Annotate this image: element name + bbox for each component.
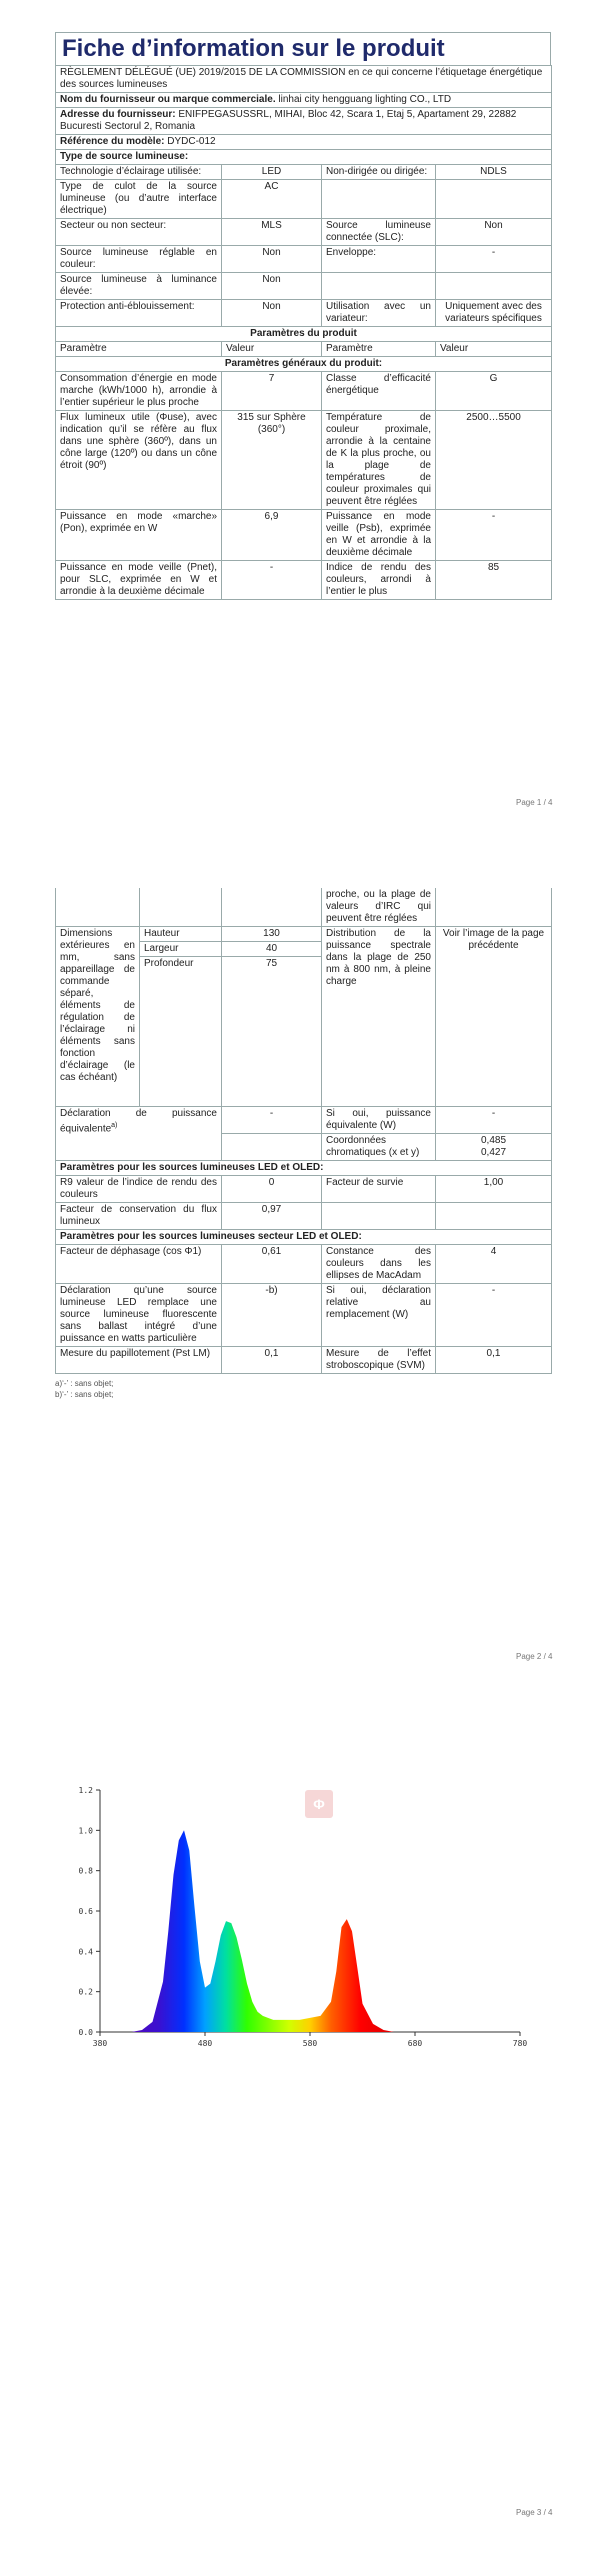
- dim-name: Largeur: [140, 942, 222, 957]
- value-cell: Non: [436, 219, 552, 246]
- page-number-2: Page 2 / 4: [516, 1652, 553, 1661]
- regulation-row: [56, 66, 552, 93]
- column-header-param: Paramètre: [56, 342, 222, 357]
- param-cell: R9 valeur de l’indice de rendu des couleurs: [56, 1176, 222, 1203]
- table-row: [56, 165, 552, 180]
- param-cell: Température de couleur proximale, arrondie à la centaine de K la plus proche, ou la plage de températures de couleur proximales qui peuvent être réglées: [322, 411, 436, 510]
- param-cell: Facteur de conservation du flux lumineux: [56, 1203, 222, 1230]
- supplier-address-label: Adresse du fournisseur:: [60, 109, 176, 120]
- source-type-header: Type de source lumineuse:: [56, 150, 552, 165]
- source-type-header-row: [56, 150, 552, 165]
- footnote-b: b)‘-’ : sans objet;: [55, 1390, 114, 1399]
- value-cell: -: [436, 510, 552, 561]
- value-cell: 2500…5500: [436, 411, 552, 510]
- param-cell: Type de culot de la source lumineuse (ou d’autre interface électrique): [56, 180, 222, 219]
- value-cell: MLS: [222, 219, 322, 246]
- value-cell: 0,61: [222, 1245, 322, 1284]
- value-cell: Uniquement avec des variateurs spécifiques: [436, 300, 552, 327]
- param-cell: Déclaration qu’une source lumineuse LED remplace une source lumineuse fluorescente sans ballast intégré d’une puissance en watts particulière: [56, 1284, 222, 1347]
- chromaticity-y: 0,427: [480, 1147, 507, 1158]
- value-cell: Non: [222, 300, 322, 327]
- x-tick-label: 480: [197, 2039, 213, 2048]
- value-cell: AC: [222, 180, 322, 219]
- spectrum-chart: [40, 1770, 560, 2060]
- product-table-page-2: [55, 888, 552, 1374]
- y-tick-label: 0.2: [78, 1987, 93, 1997]
- param-cell: Secteur ou non secteur:: [56, 219, 222, 246]
- value-cell: 0,1: [436, 1347, 552, 1374]
- supplier-name-row: [56, 93, 552, 108]
- spectral-label: Distribution de la puissance spectrale dans la plage de 250 nm à 800 nm, à pleine charge: [322, 927, 436, 1107]
- param-cell: Flux lumineux utile (Φuse), avec indication qu’il se réfère au flux dans une sphère (360º), dans un cône large (120º) ou dans un cône étroit (90º): [56, 411, 222, 510]
- table-row: [56, 246, 552, 273]
- dim-value: 40: [222, 942, 322, 957]
- dimensions-row: [56, 927, 552, 942]
- value-cell: G: [436, 372, 552, 411]
- column-header-value: Valeur: [436, 342, 552, 357]
- value-cell: [436, 180, 552, 219]
- param-cell: [322, 1203, 436, 1230]
- value-cell: 4: [436, 1245, 552, 1284]
- model-value: DYDC-012: [167, 136, 216, 147]
- general-params-header-row: [56, 357, 552, 372]
- param-cell: Constance des couleurs dans les ellipses de MacAdam: [322, 1245, 436, 1284]
- dim-value: 75: [222, 957, 322, 1107]
- value-cell: NDLS: [436, 165, 552, 180]
- table-row: [56, 1176, 552, 1203]
- param-cell: Si oui, déclaration relative au remplacement (W): [322, 1284, 436, 1347]
- dimensions-label: Dimensions extérieures en mm, sans appareillage de commande séparé, éléments de régulation de l’éclairage ni éléments sans fonction d’éclairage (le cas échéant): [56, 927, 140, 1107]
- dim-name: Profondeur: [140, 957, 222, 1107]
- table-row: [56, 561, 552, 600]
- param-cell: [322, 273, 436, 300]
- param-cell: Protection anti-éblouissement:: [56, 300, 222, 327]
- value-cell: 315 sur Sphère (360°): [222, 411, 322, 510]
- value-cell: LED: [222, 165, 322, 180]
- param-cell: Puissance en mode veille (Psb), exprimée en W et arrondie à la deuxième décimale: [322, 510, 436, 561]
- value-cell: 0: [222, 1176, 322, 1203]
- supplier-name-value: linhai city hengguang lighting CO., LTD: [278, 94, 452, 105]
- param-cell: Classe d’efficacité énergétique: [322, 372, 436, 411]
- value-cell: 1,00: [436, 1176, 552, 1203]
- page-2: [55, 888, 551, 1400]
- y-tick-label: 0.6: [78, 1907, 93, 1916]
- equivalent-power-value: -: [222, 1107, 322, 1134]
- equivalent-watt-label: Si oui, puissance équivalente (W): [322, 1107, 436, 1134]
- equivalent-power-label: Déclaration de puissance équivalente: [60, 1108, 217, 1135]
- param-cell: Source lumineuse à luminance élevée:: [56, 273, 222, 300]
- value-cell: [436, 273, 552, 300]
- column-header-row: [56, 342, 552, 357]
- y-tick-label: 0.8: [78, 1866, 93, 1876]
- equivalent-watt-value: -: [436, 1107, 552, 1134]
- table-row: [56, 510, 552, 561]
- param-cell: Enveloppe:: [322, 246, 436, 273]
- mains-header: Paramètres pour les sources lumineuses secteur LED et OLED:: [56, 1230, 552, 1245]
- table-row: [56, 888, 552, 927]
- x-tick-label: 580: [302, 2039, 318, 2048]
- mains-header-row: [56, 1230, 552, 1245]
- table-row: [56, 180, 552, 219]
- dim-value: 130: [222, 927, 322, 942]
- y-tick-label: 0.0: [78, 2028, 93, 2037]
- led-oled-header: Paramètres pour les sources lumineuses LED et OLED:: [56, 1161, 552, 1176]
- watermark-logo: Φ: [305, 1790, 333, 1818]
- footnote-ref-a: a): [111, 1122, 118, 1129]
- param-cell: Indice de rendu des couleurs, arrondi à l’entier le plus: [322, 561, 436, 600]
- page-1: [55, 32, 551, 600]
- param-cell: Consommation d’énergie en mode marche (kWh/1000 h), arrondie à l’entier supérieur le plus proche: [56, 372, 222, 411]
- page-number-3: Page 3 / 4: [516, 2508, 553, 2517]
- product-params-header-row: [56, 327, 552, 342]
- value-cell: 0,97: [222, 1203, 322, 1230]
- y-tick-label: 1.2: [78, 1786, 93, 1795]
- product-table-page-1: [55, 65, 552, 600]
- param-cell: Mesure de l’effet stroboscopique (SVM): [322, 1347, 436, 1374]
- param-cell: Facteur de déphasage (cos Φ1): [56, 1245, 222, 1284]
- page-number-1: Page 1 / 4: [516, 798, 553, 807]
- x-tick-label: 780: [512, 2039, 528, 2048]
- table-row: [56, 300, 552, 327]
- table-row: [56, 1284, 552, 1347]
- table-row: [56, 1245, 552, 1284]
- model-label: Référence du modèle:: [60, 136, 165, 147]
- chromaticity-label: Coordonnées chromatiques (x et y): [322, 1134, 436, 1161]
- equivalent-power-row: [56, 1107, 552, 1134]
- param-cell: Puissance en mode veille (Pnet), pour SLC, exprimée en W et arrondie à la deuxième décimale: [56, 561, 222, 600]
- footnote-a: a)‘-’ : sans objet;: [55, 1379, 114, 1388]
- spectral-value: Voir l’image de la page précédente: [436, 927, 552, 1107]
- document-title: Fiche d’information sur le produit: [55, 32, 551, 65]
- product-params-header: Paramètres du produit: [56, 327, 552, 342]
- table-row: [56, 219, 552, 246]
- column-header-value: Valeur: [222, 342, 322, 357]
- chromaticity-x: 0,485: [480, 1135, 507, 1146]
- table-row: [56, 273, 552, 300]
- led-oled-header-row: [56, 1161, 552, 1176]
- spectrum-series-area: [100, 1830, 520, 2032]
- supplier-address-value: ENIFPEGASUSSRL, MIHAI, Bloc 42, Scara 1, Etaj 5, Apartament 29, 22882 Bucuresti Sectorul 2, Romania: [60, 109, 517, 132]
- table-row: [56, 372, 552, 411]
- table-row: [56, 1347, 552, 1374]
- param-cell: [322, 180, 436, 219]
- value-cell: -: [436, 1284, 552, 1347]
- value-cell: Non: [222, 273, 322, 300]
- supplier-address-row: [56, 108, 552, 135]
- model-row: [56, 135, 552, 150]
- value-cell: [436, 1203, 552, 1230]
- param-cell: Technologie d’éclairage utilisée:: [56, 165, 222, 180]
- general-params-header: Paramètres généraux du produit:: [56, 357, 552, 372]
- param-cell: Puissance en mode «marche» (Pon), exprimée en W: [56, 510, 222, 561]
- regulation-text: RÈGLEMENT DÉLÉGUÉ (UE) 2019/2015 DE LA COMMISSION en ce qui concerne l’étiquetage énergétique des sources lumineuses: [56, 66, 552, 93]
- value-cell: 0,1: [222, 1347, 322, 1374]
- supplier-name-label: Nom du fournisseur ou marque commerciale.: [60, 94, 276, 105]
- param-cell: Non-dirigée ou dirigée:: [322, 165, 436, 180]
- value-cell: -b): [222, 1284, 322, 1347]
- value-cell: Non: [222, 246, 322, 273]
- table-row: [56, 1203, 552, 1230]
- value-cell: -: [222, 561, 322, 600]
- table-row: [56, 411, 552, 510]
- param-cell-continued: proche, ou la plage de valeurs d’IRC qui peuvent être réglées: [322, 888, 436, 927]
- value-cell: 7: [222, 372, 322, 411]
- value-cell: -: [436, 246, 552, 273]
- value-cell: 6,9: [222, 510, 322, 561]
- y-tick-label: 0.4: [78, 1947, 93, 1957]
- param-cell: Source lumineuse réglable en couleur:: [56, 246, 222, 273]
- column-header-param: Paramètre: [322, 342, 436, 357]
- value-cell: 85: [436, 561, 552, 600]
- y-tick-label: 1.0: [78, 1826, 93, 1836]
- param-cell: Source lumineuse connectée (SLC):: [322, 219, 436, 246]
- param-cell: Facteur de survie: [322, 1176, 436, 1203]
- dim-name: Hauteur: [140, 927, 222, 942]
- param-cell: Utilisation avec un variateur:: [322, 300, 436, 327]
- param-cell: Mesure du papillotement (Pst LM): [56, 1347, 222, 1374]
- x-tick-label: 680: [407, 2039, 423, 2048]
- x-tick-label: 380: [92, 2039, 108, 2048]
